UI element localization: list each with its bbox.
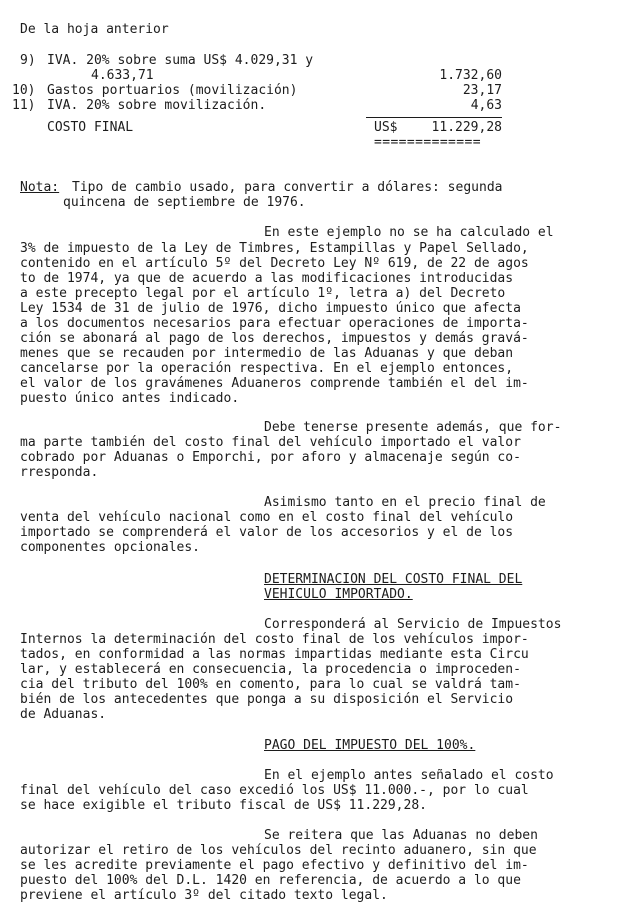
item-11-number: 11) xyxy=(12,98,36,113)
paragraph-line: menes que se recauden por intermedio de las Aduanas y que deban xyxy=(20,346,514,361)
paragraph-line: contenido en el artículo 5º del Decreto Ley Nº 619, de 22 de agos xyxy=(20,256,529,271)
paragraph-line: de Aduanas. xyxy=(20,707,107,722)
paragraph-line: Corresponderá al Servicio de Impuestos xyxy=(264,617,562,632)
paragraph-line: Internos la determinación del costo final de los vehículos impor- xyxy=(20,632,529,647)
item-10-text: Gastos portuarios (movilización) xyxy=(47,83,298,98)
paragraph-line: puesto del 100% del D.L. 1420 en referencia, de acuerdo a lo que xyxy=(20,873,521,888)
section-heading-determinacion: DETERMINACION DEL COSTO FINAL DEL xyxy=(264,572,523,587)
paragraph-line: se les acredite previamente el pago efectivo y definitivo del im- xyxy=(20,858,529,873)
paragraph-line: 3% de impuesto de la Ley de Timbres, Estampillas y Papel Sellado, xyxy=(20,241,529,256)
paragraph-line: lar, y establecerá en consecuencia, la procedencia o improceden- xyxy=(20,662,521,677)
paragraph-line: previene el artículo 3º del citado texto legal. xyxy=(20,888,388,903)
paragraph-line: final del vehículo del caso excedió los US$ 11.000.-, por lo cual xyxy=(20,783,529,798)
paragraph-line: venta del vehículo nacional como en el costo final del vehículo xyxy=(20,510,514,525)
paragraph-line: cobrado por Aduanas o Emporchi, por aforo y almacenaje según co- xyxy=(20,450,521,465)
item-9-amount: 1.732,60 xyxy=(439,68,502,83)
item-9-continuation: 4.633,71 xyxy=(91,68,154,83)
paragraph-line: ma parte también del costo final del vehículo importado el valor xyxy=(20,435,521,450)
paragraph-line: to de 1974, ya que de acuerdo a las modificaciones introducidas xyxy=(20,271,514,286)
paragraph-line: a este precepto legal por el artículo 1º, letra a) del Decreto xyxy=(20,286,506,301)
paragraph-line: bién de los antecedentes que ponga a su disposición el Servicio xyxy=(20,692,514,707)
total-double-rule: ============= xyxy=(374,135,481,150)
item-9-number: 9) xyxy=(20,53,36,68)
nota-label: Nota: xyxy=(20,180,60,195)
paragraph-line: Ley 1534 de 31 de julio de 1976, dicho impuesto único que afecta xyxy=(20,301,521,316)
paragraph-line: el valor de los gravámenes Aduaneros comprende también el del im- xyxy=(20,376,529,391)
paragraph-line: a los documentos necesarios para efectuar operaciones de importa- xyxy=(20,316,529,331)
paragraph-line: importado se comprenderá el valor de los accesorios y el de los xyxy=(20,525,514,540)
total-amount: 11.229,28 xyxy=(431,120,502,135)
paragraph-line: Se reitera que las Aduanas no deben xyxy=(264,828,538,843)
paragraph-line: puesto único antes indicado. xyxy=(20,391,240,406)
item-10-number: 10) xyxy=(12,83,36,98)
total-label: COSTO FINAL xyxy=(47,120,134,135)
section-heading-pago: PAGO DEL IMPUESTO DEL 100%. xyxy=(264,738,476,753)
paragraph-line: En el ejemplo antes señalado el costo xyxy=(264,768,554,783)
paragraph-line: Debe tenerse presente además, que for- xyxy=(264,420,562,435)
total-currency: US$ xyxy=(374,120,398,135)
item-9-text: IVA. 20% sobre suma US$ 4.029,31 y xyxy=(47,53,314,68)
paragraph-line: autorizar el retiro de los vehículos del recinto aduanero, sin que xyxy=(20,843,537,858)
paragraph-line: cia del tributo del 100% en comento, para lo cual se valdrá tam- xyxy=(20,677,521,692)
paragraph-line: cancelarse por la operación respectiva. En el ejemplo entonces, xyxy=(20,361,514,376)
paragraph-line: ción se abonará al pago de los derechos, impuestos y demás gravá- xyxy=(20,331,529,346)
item-11-text: IVA. 20% sobre movilización. xyxy=(47,98,267,113)
nota-line-2: quincena de septiembre de 1976. xyxy=(63,195,306,210)
section-heading-determinacion-cont: VEHICULO IMPORTADO. xyxy=(264,587,413,602)
subtotal-rule xyxy=(366,117,502,118)
item-10-amount: 23,17 xyxy=(462,83,502,98)
paragraph-line: rresponda. xyxy=(20,465,99,480)
paragraph-line: tados, en conformidad a las normas impartidas mediante esta Circu xyxy=(20,647,529,662)
paragraph-line: En este ejemplo no se ha calculado el xyxy=(264,225,554,240)
nota-line-1: Tipo de cambio usado, para convertir a dólares: segunda xyxy=(72,180,503,195)
continuation-header: De la hoja anterior xyxy=(20,22,169,37)
paragraph-line: se hace exigible el tributo fiscal de US$ 11.229,28. xyxy=(20,798,427,813)
item-11-amount: 4,63 xyxy=(470,98,502,113)
paragraph-line: Asimismo tanto en el precio final de xyxy=(264,495,546,510)
paragraph-line: componentes opcionales. xyxy=(20,540,201,555)
